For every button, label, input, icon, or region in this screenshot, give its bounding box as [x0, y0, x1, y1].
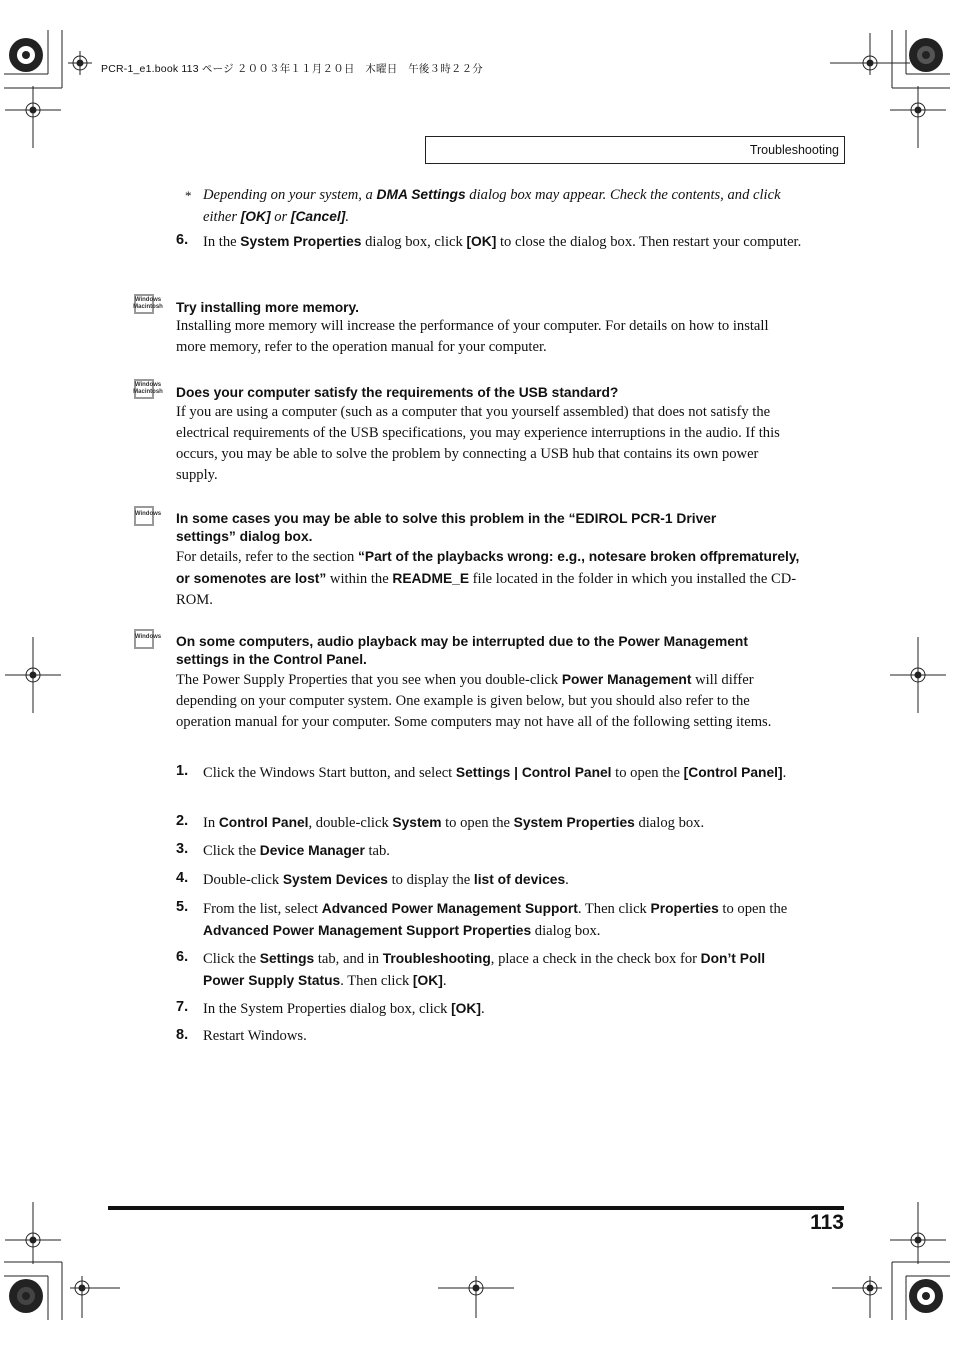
print-header: PCR-1_e1.book 113 ページ ２００３年１１月２０日 木曜日 午後３時２２分	[101, 63, 483, 75]
section-heading: Try installing more memory.	[176, 300, 359, 315]
step-text: Double-click System Devices to display the list of devices.	[203, 872, 569, 888]
step-number: 8.	[176, 1027, 189, 1043]
windows-icon: Windows	[132, 629, 160, 651]
note-asterisk: *	[185, 188, 192, 203]
win-mac-icon: Windows Macintosh	[132, 294, 160, 316]
step-number: 5.	[176, 899, 189, 915]
section-body: The Power Supply Properties that you see when you double-click Power Management will differ depending on your computer system. One example is given below, but you should also refer to the operation manual for your computer. Some computers may not have all of the following setting items.	[176, 672, 772, 730]
section-heading: On some computers, audio playback may be interrupted due to the Power Management settings in the Control Panel.	[176, 634, 748, 667]
section-body: If you are using a computer (such as a computer that you yourself assembled) that does not satisfy the electrical requirements of the USB specifications, you may experience interruptions in the audio. If this occurs, you may be able to solve the problem by connecting a USB hub that contains its own power supply.	[176, 404, 780, 483]
step-text: In Control Panel, double-click System to open the System Properties dialog box.	[203, 815, 705, 831]
section-heading: Does your computer satisfy the requirements of the USB standard?	[176, 385, 619, 400]
step-text: Click the Device Manager tab.	[203, 843, 390, 859]
section-label: Troubleshooting	[749, 143, 839, 157]
footer-rule	[108, 1206, 844, 1210]
step-text: Click the Settings tab, and in Troubleshooting, place a check in the check box for Don’t Poll Power Supply Status. Then click [OK].	[203, 951, 766, 989]
section-heading: In some cases you may be able to solve this problem in the “EDIROL PCR-1 Driver settings” dialog box.	[176, 511, 717, 544]
step-number: 1.	[176, 763, 189, 779]
section-body: For details, refer to the section “Part of the playbacks wrong: e.g., notesare broken offprematurely, or somenotes are lost” within the README_E file located in the folder in which you installed the CD-ROM.	[176, 549, 800, 608]
step-number: 7.	[176, 999, 189, 1015]
step-text: Click the Windows Start button, and select Settings | Control Panel to open the [Control Panel].	[203, 765, 787, 781]
step-text: Restart Windows.	[203, 1028, 307, 1044]
step-number: 4.	[176, 870, 189, 886]
step-text: From the list, select Advanced Power Management Support. Then click Properties to open the Advanced Power Management Support Properties dialog box.	[203, 901, 788, 939]
step-number: 2.	[176, 813, 189, 829]
section-body: Installing more memory will increase the performance of your computer. For details on how to install more memory, refer to the operation manual for your computer.	[176, 318, 769, 355]
step-number: 3.	[176, 841, 189, 857]
page-number: 113	[810, 1211, 844, 1234]
win-mac-icon: Windows Macintosh	[132, 379, 160, 401]
step-text: In the System Properties dialog box, click [OK].	[203, 1001, 485, 1017]
step-number: 6.	[176, 949, 189, 965]
windows-icon: Windows	[132, 506, 160, 528]
note-dma-settings: Depending on your system, a DMA Settings dialog box may appear. Check the contents, and click either [OK] or [Cancel].	[203, 187, 781, 225]
section-label-box	[425, 136, 845, 164]
